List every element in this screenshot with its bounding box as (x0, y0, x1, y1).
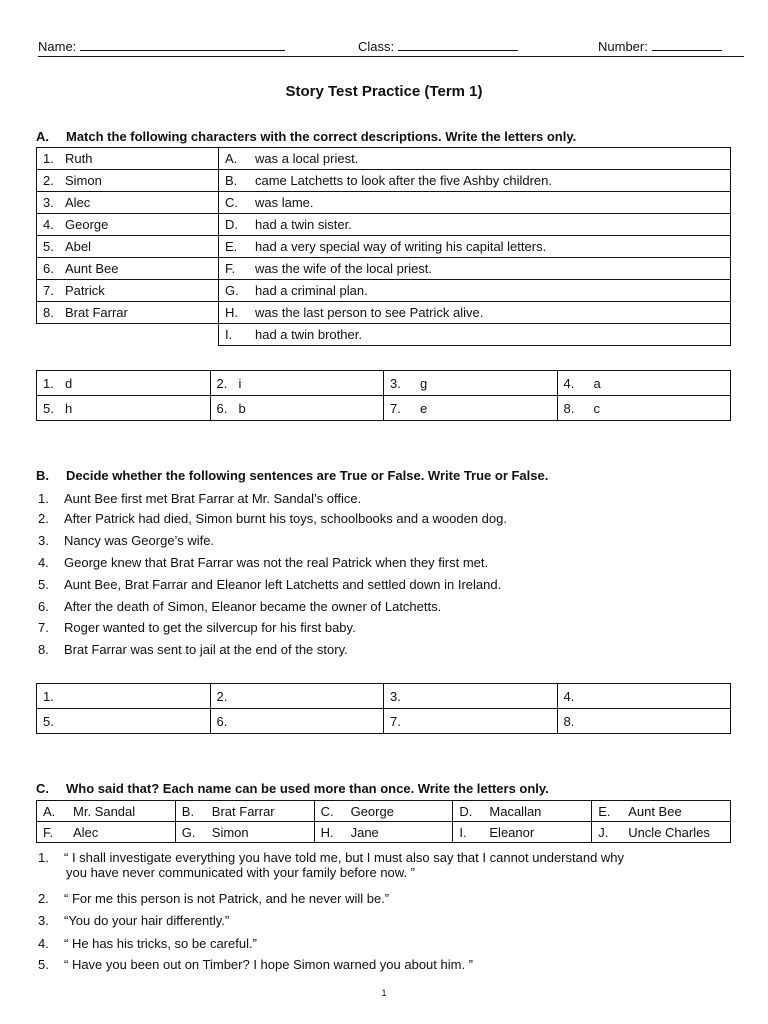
character-cell (37, 148, 219, 170)
statement-text: Aunt Bee, Brat Farrar and Eleanor left Latchetts and settled down in Ireland. (64, 577, 502, 592)
section-c-instruction: Who said that? Each name can be used more than once. Write the letters only. (66, 781, 549, 796)
answer-cell[interactable]: 7. e (384, 396, 558, 421)
quote-text: “ I shall investigate everything you have told me, but I must also say that I cannot understand why (64, 850, 625, 865)
statement-text: After Patrick had died, Simon burnt his toys, schoolbooks and a wooden dog. (64, 511, 507, 526)
list-item (38, 850, 624, 880)
section-b-heading (36, 468, 548, 483)
speaker-letter: A. (43, 803, 56, 819)
section-a-instruction: Match the following characters with the correct descriptions. Write the letters only. (66, 129, 577, 144)
description-text: was a local priest. (255, 151, 359, 166)
speaker-name: Jane (350, 824, 379, 840)
answer-cell[interactable]: 4. a (557, 371, 731, 396)
answer-cell[interactable]: 1. d (37, 371, 211, 396)
table-row (37, 258, 731, 280)
statement-number: 6. (38, 599, 49, 614)
character-cell (37, 170, 219, 192)
character-number: 2. (43, 173, 54, 188)
answer-cell[interactable]: 5. (37, 709, 211, 734)
speaker-cell (314, 801, 453, 822)
speaker-letter: H. (320, 824, 334, 840)
speaker-name: Alec (73, 824, 99, 840)
quote-number: 5. (38, 957, 49, 972)
list-item (38, 491, 361, 506)
statement-number: 7. (38, 620, 49, 635)
table-row (37, 214, 731, 236)
speaker-name: Eleanor (489, 824, 535, 840)
speaker-name: Simon (211, 824, 249, 840)
character-name: George (65, 217, 109, 232)
character-cell (37, 236, 219, 258)
quote-line (38, 957, 473, 972)
description-letter: C. (225, 195, 238, 210)
quote-line (38, 891, 389, 906)
empty-cell (37, 324, 219, 346)
section-a-heading (36, 129, 576, 144)
header-divider (38, 56, 744, 57)
character-number: 5. (43, 239, 54, 254)
speaker-letter: J. (598, 824, 609, 840)
description-cell (219, 236, 731, 258)
speaker-name: Brat Farrar (211, 803, 275, 819)
speaker-name: Mr. Sandal (73, 803, 136, 819)
table-row (37, 170, 731, 192)
description-text: had a criminal plan. (255, 283, 368, 298)
list-item (38, 533, 214, 548)
character-number: 6. (43, 261, 54, 276)
statement-text: George knew that Brat Farrar was not the real Patrick when they first met. (64, 555, 489, 570)
section-c-heading (36, 781, 549, 796)
statement-number: 1. (38, 491, 49, 506)
description-text: came Latchetts to look after the five Ashby children. (255, 173, 552, 188)
table-row (37, 192, 731, 214)
description-letter: A. (225, 151, 238, 166)
answer-cell[interactable]: 3. g (384, 371, 558, 396)
name-field-line[interactable] (80, 38, 285, 51)
description-letter: G. (225, 283, 239, 298)
statement-text: Aunt Bee first met Brat Farrar at Mr. Sandal’s office. (64, 491, 362, 506)
speaker-name: Uncle Charles (628, 824, 710, 840)
list-item (38, 913, 229, 928)
answer-cell[interactable]: 7. (384, 709, 558, 734)
quote-line (38, 913, 229, 928)
statement-text: Nancy was George’s wife. (64, 533, 215, 548)
section-c-letter: C. (36, 781, 49, 796)
quote-text: “ He has his tricks, so be careful.” (64, 936, 257, 951)
character-cell (37, 192, 219, 214)
answer-cell[interactable]: 8. c (557, 396, 731, 421)
speaker-name: Macallan (489, 803, 542, 819)
statement-number: 2. (38, 511, 49, 526)
section-b-instruction: Decide whether the following sentences are True or False. Write True or False. (66, 468, 549, 483)
class-field-line[interactable] (398, 38, 518, 51)
speaker-letter: G. (181, 824, 196, 840)
speaker-names-table (36, 800, 731, 843)
quote-text: “You do your hair differently.” (64, 913, 230, 928)
list-item (38, 555, 488, 570)
description-text: had a twin sister. (255, 217, 352, 232)
description-cell (219, 214, 731, 236)
list-item (38, 957, 473, 972)
character-name: Patrick (65, 283, 105, 298)
name-label: Name: (38, 39, 77, 54)
list-item (38, 620, 356, 635)
character-cell (37, 258, 219, 280)
quote-text: “ Have you been out on Timber? I hope Simon warned you about him. ” (64, 957, 474, 972)
quote-number: 4. (38, 936, 49, 951)
speaker-cell (314, 822, 453, 843)
character-cell (37, 280, 219, 302)
description-cell (219, 192, 731, 214)
description-letter: D. (225, 217, 238, 232)
description-cell (219, 170, 731, 192)
statement-text: Roger wanted to get the silvercup for his first baby. (64, 620, 356, 635)
character-name: Simon (65, 173, 102, 188)
class-label: Class: (358, 39, 395, 54)
statement-text: After the death of Simon, Eleanor became the owner of Latchetts. (64, 599, 442, 614)
description-letter: F. (225, 261, 236, 276)
list-item (38, 577, 501, 592)
table-row (37, 324, 731, 346)
speaker-cell (453, 801, 592, 822)
section-b-answer-table (36, 683, 731, 734)
table-row (37, 371, 731, 396)
speaker-letter: D. (459, 803, 473, 819)
quote-number: 2. (38, 891, 49, 906)
matching-table (36, 147, 731, 346)
speaker-letter: E. (598, 803, 611, 819)
answer-cell[interactable]: 5. h (37, 396, 211, 421)
statement-number: 4. (38, 555, 49, 570)
quote-number: 3. (38, 913, 49, 928)
description-cell (219, 258, 731, 280)
speaker-letter: I. (459, 824, 467, 840)
quote-line (38, 936, 257, 951)
description-letter: I. (225, 327, 233, 342)
list-item (38, 642, 348, 657)
speaker-name: George (350, 803, 394, 819)
list-item (38, 891, 389, 906)
description-text: had a twin brother. (255, 327, 362, 342)
number-field-line[interactable] (652, 38, 722, 51)
statement-number: 3. (38, 533, 49, 548)
student-info-header (38, 38, 744, 56)
character-number: 7. (43, 283, 54, 298)
table-row (37, 822, 731, 843)
section-a-answer-table (36, 370, 731, 421)
table-row (37, 709, 731, 734)
page-number: 1 (381, 988, 387, 998)
speaker-cell (175, 822, 314, 843)
answer-cell[interactable]: 2. i (210, 371, 384, 396)
description-cell (219, 302, 731, 324)
description-text: was the last person to see Patrick alive. (255, 305, 484, 320)
speaker-cell (453, 822, 592, 843)
statement-number: 5. (38, 577, 49, 592)
table-row (37, 801, 731, 822)
answer-cell[interactable]: 2. (210, 684, 384, 709)
character-name: Ruth (65, 151, 93, 166)
character-number: 8. (43, 305, 54, 320)
list-item (38, 599, 441, 614)
quote-text: “ For me this person is not Patrick, and he never will be.” (64, 891, 390, 906)
answer-cell[interactable]: 1. (37, 684, 211, 709)
description-text: had a very special way of writing his capital letters. (255, 239, 547, 254)
speaker-letter: C. (320, 803, 334, 819)
answer-cell[interactable]: 8. (557, 709, 731, 734)
table-row (37, 684, 731, 709)
section-b-letter: B. (36, 468, 49, 483)
table-row (37, 148, 731, 170)
description-text: was the wife of the local priest. (255, 261, 433, 276)
answer-cell[interactable]: 4. (557, 684, 731, 709)
character-name: Abel (65, 239, 92, 254)
character-name: Brat Farrar (65, 305, 128, 320)
description-text: was lame. (255, 195, 314, 210)
description-letter: E. (225, 239, 238, 254)
character-name: Alec (65, 195, 91, 210)
table-row (37, 236, 731, 258)
character-cell (37, 302, 219, 324)
answer-cell[interactable]: 3. (384, 684, 558, 709)
quote-number: 1. (38, 850, 49, 865)
speaker-cell (175, 801, 314, 822)
page-title: Story Test Practice (Term 1) (285, 83, 483, 100)
character-number: 4. (43, 217, 54, 232)
list-item (38, 936, 257, 951)
answer-cell[interactable]: 6. (210, 709, 384, 734)
statement-text: Brat Farrar was sent to jail at the end of the story. (64, 642, 348, 657)
speaker-letter: F. (43, 824, 54, 840)
speaker-cell (37, 822, 176, 843)
answer-cell[interactable]: 6. b (210, 396, 384, 421)
quote-continuation: you have never communicated with your family before now. ” (66, 865, 416, 880)
statement-number: 8. (38, 642, 49, 657)
speaker-cell (37, 801, 176, 822)
table-row (37, 302, 731, 324)
table-row (37, 396, 731, 421)
quote-line (38, 850, 624, 865)
speaker-cell (592, 801, 731, 822)
description-letter: B. (225, 173, 238, 188)
description-cell (219, 148, 731, 170)
description-cell (219, 280, 731, 302)
description-letter: H. (225, 305, 238, 320)
speaker-cell (592, 822, 731, 843)
speaker-letter: B. (181, 803, 195, 819)
description-cell (219, 324, 731, 346)
section-a-letter: A. (36, 129, 49, 144)
character-number: 3. (43, 195, 54, 210)
speaker-name: Aunt Bee (628, 803, 682, 819)
list-item (38, 511, 507, 526)
character-number: 1. (43, 151, 54, 166)
table-row (37, 280, 731, 302)
character-cell (37, 214, 219, 236)
character-name: Aunt Bee (65, 261, 119, 276)
number-label: Number: (598, 39, 648, 54)
